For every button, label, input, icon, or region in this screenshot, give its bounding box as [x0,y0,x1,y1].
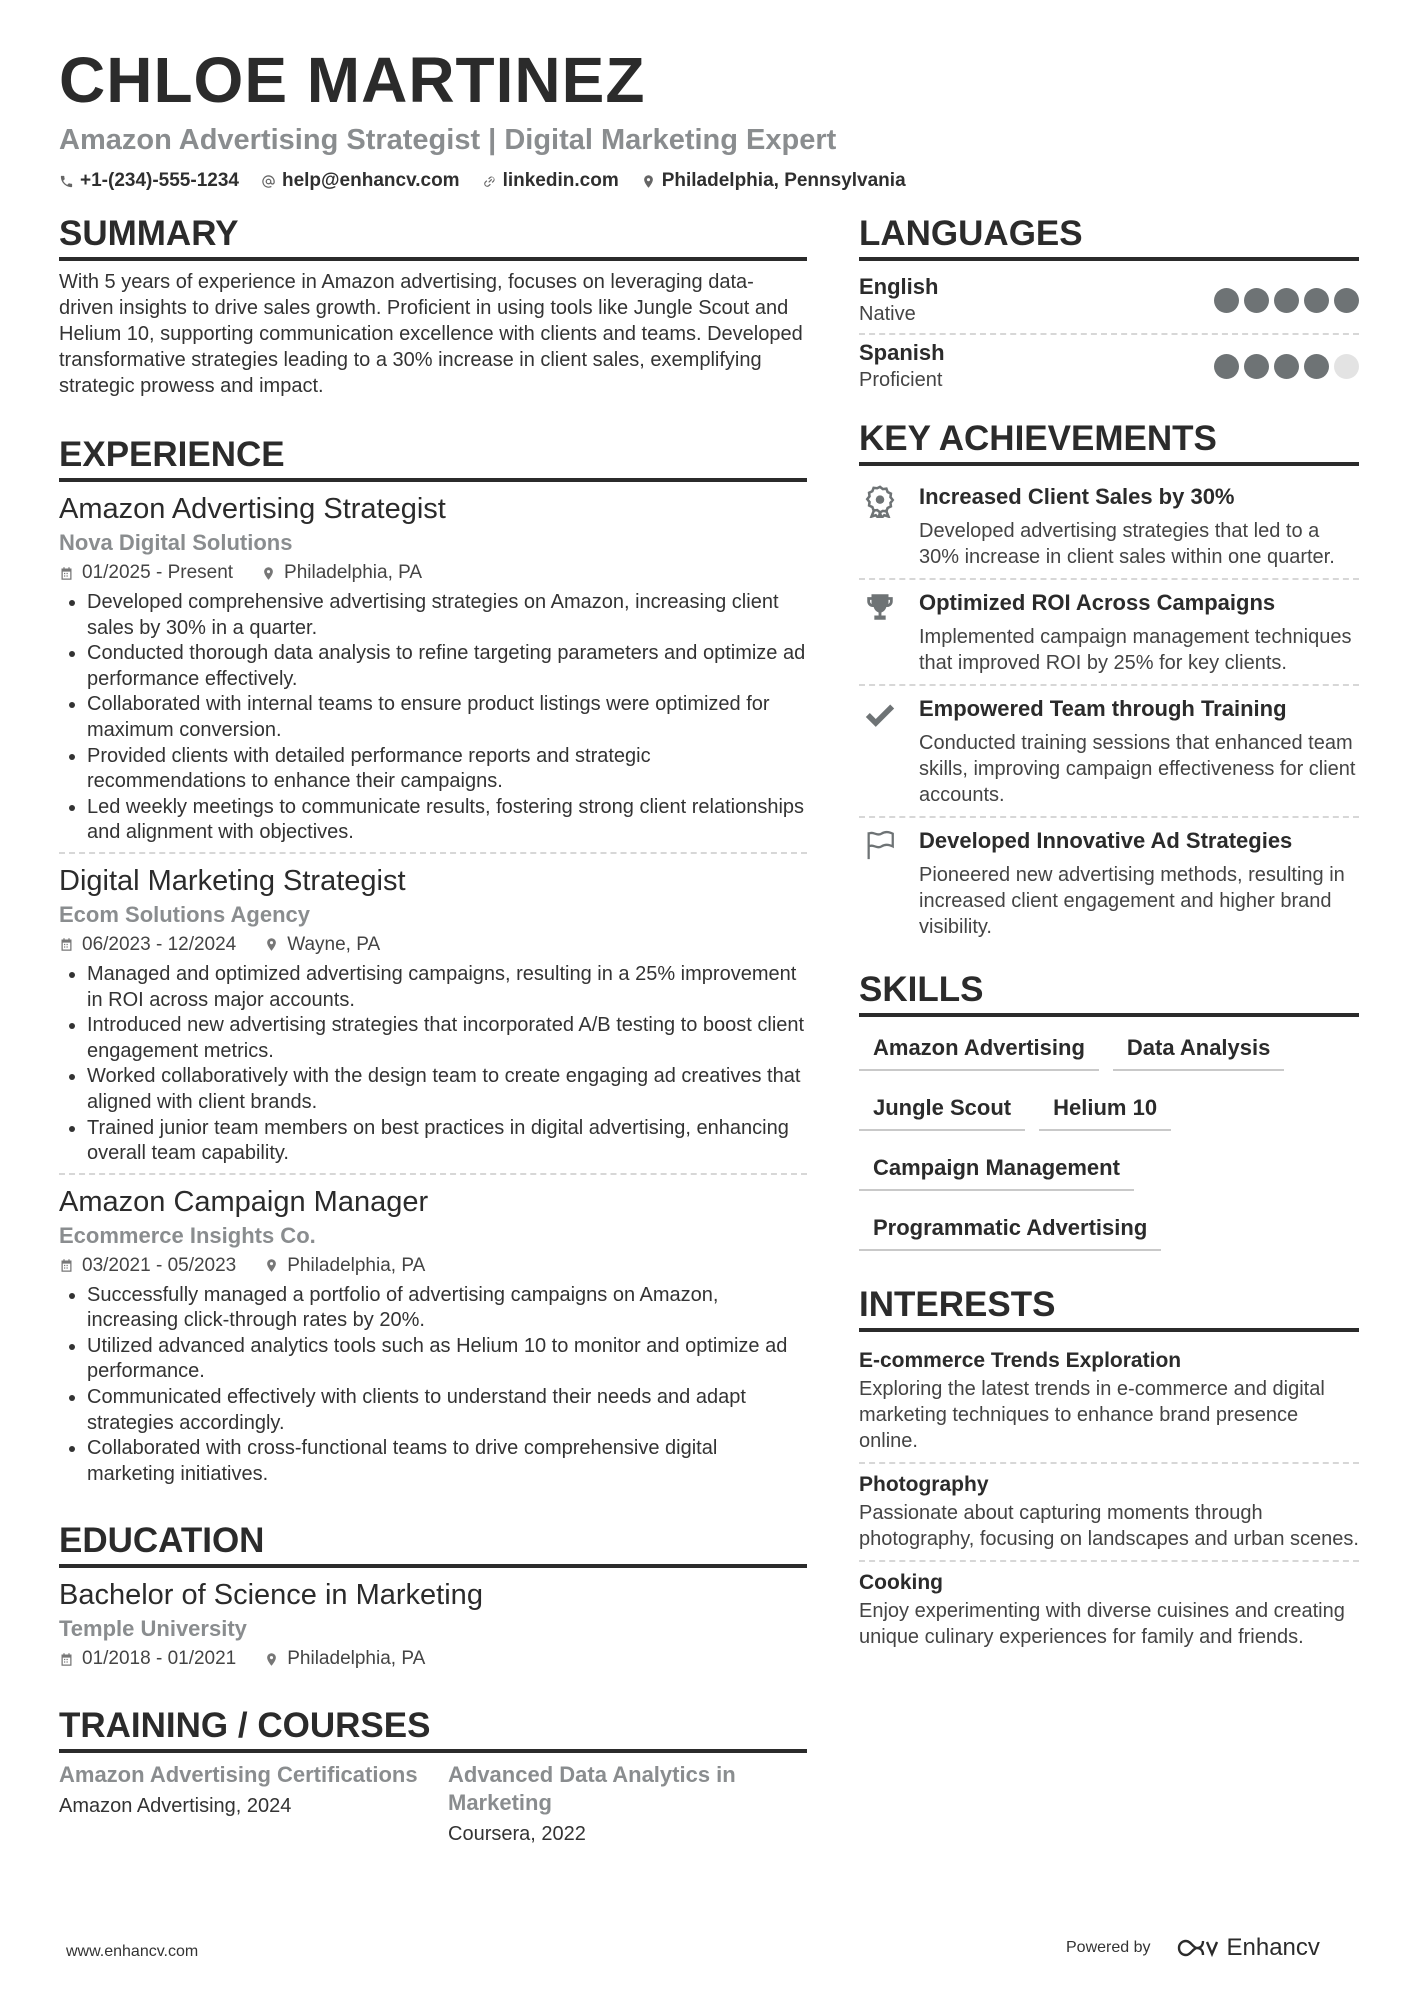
rating-dot [1244,354,1269,379]
footer-website[interactable]: www.enhancv.com [66,1943,199,1960]
job-location: Wayne, PA [264,930,380,960]
rating-dot [1214,354,1239,379]
enhancv-logo-icon [1175,1936,1219,1960]
bullet-item: • Worked collaboratively with the design team to create engaging ad creatives that aligned with client brands. [87,1064,807,1115]
bullet-item: • Developed comprehensive advertising strategies on Amazon, increasing client sales by 30% in a quarter. [87,590,807,641]
experience-entry [59,490,807,852]
course-list [59,1761,807,1846]
achievement-item [859,578,1359,684]
interest-desc: Exploring the latest trends in e-commerce and digital marketing techniques to enhance brand presence online. [859,1378,1325,1452]
location-icon [264,1258,279,1273]
achievement-desc: Implemented campaign management techniques that improved ROI by 25% for key clients. [919,626,1352,674]
course-item [448,1761,807,1846]
company-name: Ecom Solutions Agency [59,901,311,927]
language-rating [1214,288,1359,313]
interest-item [859,1462,1359,1560]
rating-dot [1304,354,1329,379]
job-title: Amazon Campaign Manager [59,1185,429,1218]
degree-title: Bachelor of Science in Marketing [59,1579,483,1612]
section-title-achievements: KEY ACHIEVEMENTS [859,417,1359,466]
job-title: Digital Marketing Strategist [59,864,406,897]
skill-tag: Jungle Scout [859,1085,1025,1131]
education-location: Philadelphia, PA [264,1644,425,1674]
checkmark-icon [863,696,897,730]
section-title-skills: SKILLS [859,968,1359,1017]
job-title: Amazon Advertising Strategist [59,493,446,525]
brand-logo[interactable] [1175,1934,1320,1962]
job-bullets [59,1283,807,1488]
candidate-name: CHLOE MARTINEZ [59,44,646,116]
achievement-title: Developed Innovative Ad Strategies [919,828,1293,853]
skill-tag: Programmatic Advertising [859,1205,1161,1251]
flag-icon [863,828,897,862]
job-dates: 03/2021 - 05/2023 [59,1251,236,1281]
calendar-icon [59,1652,74,1667]
bullet-item: • Introduced new advertising strategies that incorporated A/B testing to boost client engagement metrics. [87,1013,807,1064]
rating-dot [1334,354,1359,379]
section-title-interests: INTERESTS [859,1283,1359,1332]
email-text: help@enhancv.com [281,170,460,191]
brand-name: Enhancv [1226,1934,1320,1961]
bullet-item: • Collaborated with cross-functional teams to drive comprehensive digital marketing initiatives. [87,1436,807,1487]
location-icon [264,937,279,952]
achievement-desc: Pioneered new advertising methods, resulting in increased client engagement and higher brand visibility. [919,864,1345,938]
company-name: Ecommerce Insights Co. [59,1222,316,1248]
interest-title: E-commerce Trends Exploration [859,1349,1182,1372]
job-location: Philadelphia, PA [261,558,422,588]
education-section [59,1519,807,1674]
link-icon [482,174,497,189]
language-level: Native [859,303,916,325]
location-icon [264,1652,279,1667]
skill-tag: Data Analysis [1113,1025,1284,1071]
contact-phone [59,170,239,192]
right-column [859,212,1359,1658]
interest-item [859,1560,1359,1658]
job-dates: 06/2023 - 12/2024 [59,930,236,960]
education-meta [59,1644,807,1674]
bullet-item: • Led weekly meetings to communicate results, fostering strong client relationships and alignment with objectives. [87,795,807,846]
linkedin-text: linkedin.com [502,170,619,191]
achievement-title: Optimized ROI Across Campaigns [919,590,1276,615]
interest-title: Cooking [859,1571,943,1594]
skill-tag: Amazon Advertising [859,1025,1099,1071]
experience-entry [59,852,807,1173]
job-bullets [59,962,807,1167]
achievement-desc: Developed advertising strategies that led to a 30% increase in client sales within one quarter. [919,520,1335,568]
skill-tag: Campaign Management [859,1145,1134,1191]
rating-dot [1304,288,1329,313]
achievement-title: Empowered Team through Training [919,696,1287,721]
school-name: Temple University [59,1616,247,1642]
language-level: Proficient [859,369,943,391]
language-rating [1214,354,1359,379]
rating-dot [1274,354,1299,379]
interests-section [859,1283,1359,1658]
experience-entry [59,1173,807,1494]
bullet-item: • Successfully managed a portfolio of advertising campaigns on Amazon, increasing click-through rates by 20%. [87,1283,807,1334]
job-location: Philadelphia, PA [264,1251,425,1281]
interest-title: Photography [859,1473,989,1496]
contact-linkedin[interactable] [482,170,619,192]
summary-text: With 5 years of experience in Amazon advertising, focuses on leveraging data-driven insights to drive sales growth. Proficient in using tools like Jungle Scout and Helium 10, supporting communication excellence with clients and teams. Developed transformative strategies leading to a 30% increase in client sales, exemplifying strategic prowess and impact. [59,271,803,397]
job-meta [59,558,807,588]
contact-location [641,170,906,192]
phone-text: +1-(234)-555-1234 [80,170,239,191]
left-column [59,212,807,1846]
summary-section [59,212,807,399]
achievement-item [859,474,1359,578]
bullet-item: • Managed and optimized advertising campaigns, resulting in a 25% improvement in ROI across major accounts. [87,962,807,1013]
job-meta [59,930,807,960]
location-icon [641,174,656,189]
language-item [859,269,1359,333]
calendar-icon [59,937,74,952]
phone-icon [59,174,74,189]
bullet-item: • Provided clients with detailed performance reports and strategic recommendations to enhance their campaigns. [87,744,807,795]
trophy-icon [863,590,897,624]
contact-email[interactable] [261,170,460,192]
candidate-subtitle: Amazon Advertising Strategist | Digital Marketing Expert [59,124,837,156]
calendar-icon [59,1258,74,1273]
bullet-item: • Trained junior team members on best practices in digital advertising, enhancing overall team capability. [87,1116,807,1167]
achievements-section [859,417,1359,948]
section-title-languages: LANGUAGES [859,212,1359,261]
language-name: Spanish [859,340,945,365]
skill-list [859,1025,1359,1265]
bullet-item: • Utilized advanced analytics tools such as Helium 10 to monitor and optimize ad performance. [87,1334,807,1385]
course-item [59,1761,418,1846]
course-title: Amazon Advertising Certifications [59,1762,418,1788]
education-dates: 01/2018 - 01/2021 [59,1644,236,1674]
interest-item [859,1340,1359,1462]
section-title-experience: EXPERIENCE [59,433,807,482]
at-icon [261,174,276,189]
languages-section [859,212,1359,399]
course-provider: Coursera, 2022 [448,1823,586,1846]
course-provider: Amazon Advertising, 2024 [59,1795,292,1818]
contact-list [59,170,1359,192]
training-section [59,1704,807,1846]
skill-tag: Helium 10 [1039,1085,1171,1131]
rating-dot [1244,288,1269,313]
rating-dot [1214,288,1239,313]
company-name: Nova Digital Solutions [59,530,293,555]
section-title-training: TRAINING / COURSES [59,1704,807,1753]
powered-by-label: Powered by [1066,1939,1151,1956]
bullet-item: • Collaborated with internal teams to ensure product listings were optimized for maximum conversion. [87,692,807,743]
location-text: Philadelphia, Pennsylvania [661,170,906,191]
footer-branding [1066,1934,1320,1962]
achievement-desc: Conducted training sessions that enhanced team skills, improving campaign effectiveness for client accounts. [919,732,1356,806]
bullet-item: • Conducted thorough data analysis to refine targeting parameters and optimize ad performance effectively. [87,641,807,692]
section-title-education: EDUCATION [59,1519,807,1568]
achievement-item [859,816,1359,948]
language-item [859,333,1359,399]
skills-section [859,968,1359,1265]
language-name: English [859,274,939,299]
interest-desc: Enjoy experimenting with diverse cuisines and creating unique culinary experiences for family and friends. [859,1600,1345,1648]
section-title-summary: SUMMARY [59,212,807,261]
achievement-title: Increased Client Sales by 30% [919,484,1235,509]
interest-desc: Passionate about capturing moments through photography, focusing on landscapes and urban scenes. [859,1502,1359,1550]
experience-section [59,433,807,1493]
job-meta [59,1251,807,1281]
calendar-icon [59,566,74,581]
header [59,40,1359,192]
job-bullets [59,590,807,846]
course-title: Advanced Data Analytics in Marketing [448,1762,736,1816]
rating-dot [1334,288,1359,313]
location-icon [261,566,276,581]
bullet-item: • Communicated effectively with clients to understand their needs and adapt strategies accordingly. [87,1385,807,1436]
rating-dot [1274,288,1299,313]
achievement-item [859,684,1359,816]
job-dates: 01/2025 - Present [59,558,233,588]
award-icon [863,484,897,518]
